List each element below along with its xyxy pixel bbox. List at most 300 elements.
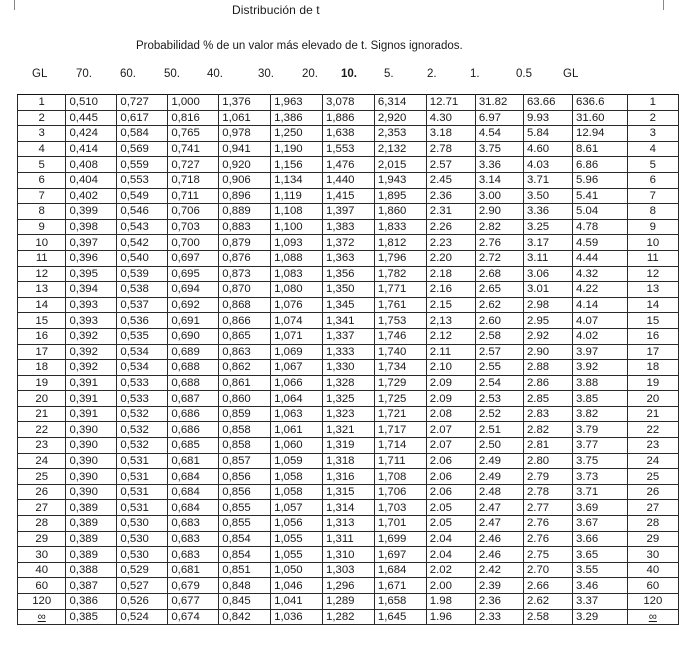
table-cell: 2.77	[523, 500, 572, 516]
table-cell: 0,687	[168, 391, 219, 407]
degrees-of-freedom-cell: 20	[627, 391, 678, 407]
table-cell: 1,046	[271, 578, 323, 594]
table-cell: 0,539	[117, 266, 168, 282]
degrees-of-freedom-cell: 26	[18, 484, 66, 500]
degrees-of-freedom-cell: 30	[18, 547, 66, 563]
table-cell: 2.98	[523, 297, 572, 313]
degrees-of-freedom-cell: 18	[627, 360, 678, 376]
table-cell: 3.71	[573, 484, 628, 500]
table-cell: 1,134	[271, 172, 323, 188]
table-cell: 1,313	[323, 516, 375, 532]
table-cell: 1,708	[374, 469, 426, 485]
degrees-of-freedom-cell: 3	[18, 126, 66, 142]
table-cell: 0,860	[219, 391, 271, 407]
table-cell: 0,531	[117, 453, 168, 469]
table-cell: 0,390	[66, 453, 117, 469]
degrees-of-freedom-cell: 8	[18, 204, 66, 220]
table-cell: 3.46	[573, 578, 628, 594]
column-header: 1.	[470, 68, 480, 80]
table-cell: 1,895	[374, 188, 426, 204]
table-cell: 2.51	[475, 422, 523, 438]
degrees-of-freedom-cell: 14	[18, 297, 66, 313]
table-cell: 2.02	[426, 562, 475, 578]
table-cell: 2.66	[523, 578, 572, 594]
table-cell: 2.57	[426, 157, 475, 173]
table-cell: 1.98	[426, 594, 475, 610]
table-cell: 0,389	[66, 531, 117, 547]
table-cell: 1,383	[323, 219, 375, 235]
table-cell: 0,697	[168, 250, 219, 266]
table-cell: 0,695	[168, 266, 219, 282]
table-cell: 2.60	[475, 313, 523, 329]
column-header: 60.	[120, 68, 136, 80]
table-cell: 0,684	[168, 469, 219, 485]
table-cell: 1,319	[323, 438, 375, 454]
table-cell: 3.75	[573, 453, 628, 469]
table-cell: 0,857	[219, 453, 271, 469]
degrees-of-freedom-cell: 16	[627, 328, 678, 344]
table-cell: 0,868	[219, 297, 271, 313]
table-cell: 0,866	[219, 313, 271, 329]
table-cell: 0,879	[219, 235, 271, 251]
degrees-of-freedom-cell: 12	[18, 266, 66, 282]
table-cell: 1,658	[374, 594, 426, 610]
degrees-of-freedom-cell: 8	[627, 204, 678, 220]
table-cell: 2.09	[426, 375, 475, 391]
table-cell: 0,906	[219, 172, 271, 188]
table-cell: 1,316	[323, 469, 375, 485]
table-cell: 2.05	[426, 500, 475, 516]
table-cell: 0,858	[219, 438, 271, 454]
table-cell: 0,392	[66, 328, 117, 344]
table-cell: 0,859	[219, 406, 271, 422]
table-cell: 0,617	[117, 110, 168, 126]
table-cell: 0,691	[168, 313, 219, 329]
table-row	[18, 469, 679, 485]
table-cell: 0,765	[168, 126, 219, 142]
table-cell: 4.32	[573, 266, 628, 282]
table-cell: 2.55	[475, 360, 523, 376]
page-title: Distribución de t	[232, 3, 320, 17]
degrees-of-freedom-cell: 22	[627, 422, 678, 438]
table-cell: 3.66	[573, 531, 628, 547]
degrees-of-freedom-cell: 6	[627, 172, 678, 188]
table-row	[18, 375, 679, 391]
table-cell: 1,310	[323, 547, 375, 563]
table-cell: 0,816	[168, 110, 219, 126]
degrees-of-freedom-cell: 16	[18, 328, 66, 344]
table-cell: 0,530	[117, 547, 168, 563]
table-cell: 2.00	[426, 578, 475, 594]
table-cell: 0,527	[117, 578, 168, 594]
degrees-of-freedom-cell: 28	[18, 516, 66, 532]
table-cell: 2.04	[426, 547, 475, 563]
table-cell: 2.53	[475, 391, 523, 407]
table-row	[18, 547, 679, 563]
table-cell: 2.15	[426, 297, 475, 313]
table-cell: 2.47	[475, 516, 523, 532]
table-cell: 0,865	[219, 328, 271, 344]
table-row	[18, 516, 679, 532]
table-cell: 31.60	[573, 110, 628, 126]
table-row	[18, 204, 679, 220]
table-cell: 2.49	[475, 453, 523, 469]
table-row	[18, 360, 679, 376]
table-cell: 2.31	[426, 204, 475, 220]
table-cell: 0,674	[168, 609, 219, 625]
table-cell: 1,088	[271, 250, 323, 266]
table-cell: 4.60	[523, 141, 572, 157]
table-cell: 2.50	[475, 438, 523, 454]
table-cell: 31.82	[475, 95, 523, 111]
table-cell: 3.88	[573, 375, 628, 391]
table-cell: 1,055	[271, 547, 323, 563]
table-cell: 2,353	[374, 126, 426, 142]
table-cell: 0,855	[219, 516, 271, 532]
table-cell: 0,395	[66, 266, 117, 282]
table-row	[18, 266, 679, 282]
table-cell: 0,390	[66, 484, 117, 500]
degrees-of-freedom-cell: 3	[627, 126, 678, 142]
table-cell: 2.52	[475, 406, 523, 422]
table-cell: 1,886	[323, 110, 375, 126]
table-cell: 2.45	[426, 172, 475, 188]
table-row	[18, 172, 679, 188]
degrees-of-freedom-cell: 23	[627, 438, 678, 454]
table-cell: 0,711	[168, 188, 219, 204]
table-cell: 0,530	[117, 516, 168, 532]
table-cell: 0,856	[219, 469, 271, 485]
t-distribution-table	[17, 94, 679, 625]
table-cell: 1,706	[374, 484, 426, 500]
degrees-of-freedom-cell: 26	[627, 484, 678, 500]
table-cell: 1,734	[374, 360, 426, 376]
table-cell: 0,851	[219, 562, 271, 578]
table-cell: 636.6	[573, 95, 628, 111]
table-cell: 0,876	[219, 250, 271, 266]
degrees-of-freedom-cell: 60	[627, 578, 678, 594]
table-cell: 1,064	[271, 391, 323, 407]
table-cell: 3.69	[573, 500, 628, 516]
table-cell: 1,000	[168, 95, 219, 111]
table-row	[18, 235, 679, 251]
table-cell: 2,13	[426, 313, 475, 329]
table-cell: 0,391	[66, 391, 117, 407]
table-cell: 0,404	[66, 172, 117, 188]
table-cell: 1,333	[323, 344, 375, 360]
table-cell: 1,076	[271, 297, 323, 313]
table-cell: 2.78	[523, 484, 572, 500]
table-cell: 1,356	[323, 266, 375, 282]
table-cell: 1,753	[374, 313, 426, 329]
table-cell: 0,536	[117, 313, 168, 329]
degrees-of-freedom-cell: 25	[627, 469, 678, 485]
table-subtitle: Probabilidad % de un valor más elevado de t. Signos ignorados.	[136, 40, 463, 52]
table-cell: 1,058	[271, 484, 323, 500]
table-cell: 0,896	[219, 188, 271, 204]
table-cell: 1,041	[271, 594, 323, 610]
table-cell: 1,108	[271, 204, 323, 220]
table-cell: 2,920	[374, 110, 426, 126]
table-row	[18, 250, 679, 266]
column-header: GL	[563, 68, 579, 80]
table-cell: 2.48	[475, 484, 523, 500]
table-cell: 0,393	[66, 313, 117, 329]
table-cell: 0,524	[117, 609, 168, 625]
table-cell: 4.07	[573, 313, 628, 329]
degrees-of-freedom-cell: 11	[627, 250, 678, 266]
table-cell: 2.62	[475, 297, 523, 313]
table-cell: 1,645	[374, 609, 426, 625]
table-cell: 0,684	[168, 500, 219, 516]
column-header: 20.	[302, 68, 318, 80]
table-cell: 0,389	[66, 547, 117, 563]
column-header: 30.	[258, 68, 274, 80]
table-cell: 1,071	[271, 328, 323, 344]
table-cell: 2.54	[475, 375, 523, 391]
table-cell: 0,718	[168, 172, 219, 188]
table-cell: 2.46	[475, 531, 523, 547]
table-cell: 0,388	[66, 562, 117, 578]
table-cell: 2.90	[475, 204, 523, 220]
table-cell: 0,397	[66, 235, 117, 251]
table-cell: 1,963	[271, 95, 323, 111]
degrees-of-freedom-cell: 5	[627, 157, 678, 173]
table-cell: 0,392	[66, 344, 117, 360]
table-cell: 0,741	[168, 141, 219, 157]
table-cell: 5.04	[573, 204, 628, 220]
table-cell: 2.11	[426, 344, 475, 360]
table-cell: 1,059	[271, 453, 323, 469]
degrees-of-freedom-cell: 27	[627, 500, 678, 516]
table-row	[18, 500, 679, 516]
degrees-of-freedom-cell: ∞	[18, 609, 66, 625]
table-cell: 1,069	[271, 344, 323, 360]
table-cell: 2.12	[426, 328, 475, 344]
table-cell: 0,394	[66, 282, 117, 298]
degrees-of-freedom-cell: 7	[18, 188, 66, 204]
table-cell: 1,296	[323, 578, 375, 594]
table-cell: 1,337	[323, 328, 375, 344]
table-row	[18, 219, 679, 235]
table-cell: 3.50	[523, 188, 572, 204]
table-cell: 0,677	[168, 594, 219, 610]
degrees-of-freedom-cell: 30	[627, 547, 678, 563]
table-cell: 0,526	[117, 594, 168, 610]
table-cell: 1,372	[323, 235, 375, 251]
table-cell: 1,397	[323, 204, 375, 220]
table-cell: 0,694	[168, 282, 219, 298]
degrees-of-freedom-cell: 21	[627, 406, 678, 422]
table-cell: 3.82	[573, 406, 628, 422]
table-cell: 1,100	[271, 219, 323, 235]
table-cell: 2.08	[426, 406, 475, 422]
degrees-of-freedom-cell: 17	[627, 344, 678, 360]
table-cell: 2.78	[426, 141, 475, 157]
table-row	[18, 594, 679, 610]
table-cell: 3.92	[573, 360, 628, 376]
table-cell: 2.47	[475, 500, 523, 516]
table-cell: 3.01	[523, 282, 572, 298]
table-cell: 0,510	[66, 95, 117, 111]
table-cell: 2.90	[523, 344, 572, 360]
table-cell: 0,559	[117, 157, 168, 173]
degrees-of-freedom-cell: 10	[18, 235, 66, 251]
table-cell: 1,080	[271, 282, 323, 298]
table-cell: 8.61	[573, 141, 628, 157]
table-cell: 2.23	[426, 235, 475, 251]
table-cell: 0,546	[117, 204, 168, 220]
table-cell: 0,681	[168, 453, 219, 469]
table-cell: 1,714	[374, 438, 426, 454]
table-cell: 5.96	[573, 172, 628, 188]
table-cell: 1,063	[271, 406, 323, 422]
degrees-of-freedom-cell: 5	[18, 157, 66, 173]
table-row	[18, 484, 679, 500]
table-row	[18, 344, 679, 360]
table-cell: 4.02	[573, 328, 628, 344]
table-cell: 2.42	[475, 562, 523, 578]
table-cell: 1,315	[323, 484, 375, 500]
table-cell: 0,683	[168, 547, 219, 563]
table-cell: 2.09	[426, 391, 475, 407]
table-cell: 4.59	[573, 235, 628, 251]
table-cell: 1,699	[374, 531, 426, 547]
table-row	[18, 453, 679, 469]
degrees-of-freedom-cell: 4	[18, 141, 66, 157]
degrees-of-freedom-cell: 24	[18, 453, 66, 469]
table-row	[18, 578, 679, 594]
table-cell: 1,156	[271, 157, 323, 173]
page-edge-mark-right	[663, 0, 664, 10]
table-cell: 2.39	[475, 578, 523, 594]
table-cell: 1,060	[271, 438, 323, 454]
table-row	[18, 438, 679, 454]
table-row	[18, 406, 679, 422]
table-cell: 1,303	[323, 562, 375, 578]
table-cell: 1,440	[323, 172, 375, 188]
table-row	[18, 531, 679, 547]
table-row	[18, 422, 679, 438]
degrees-of-freedom-cell: 18	[18, 360, 66, 376]
column-header: 50.	[164, 68, 180, 80]
table-cell: 0,873	[219, 266, 271, 282]
table-cell: 5.41	[573, 188, 628, 204]
degrees-of-freedom-cell: 40	[18, 562, 66, 578]
table-cell: 6.97	[475, 110, 523, 126]
table-cell: 1,036	[271, 609, 323, 625]
table-cell: 0,569	[117, 141, 168, 157]
degrees-of-freedom-cell: 120	[627, 594, 678, 610]
table-cell: 1,833	[374, 219, 426, 235]
table-row	[18, 297, 679, 313]
table-cell: 0,537	[117, 297, 168, 313]
degrees-of-freedom-cell: 9	[18, 219, 66, 235]
column-header: 40.	[207, 68, 223, 80]
table-cell: 0,855	[219, 500, 271, 516]
table-cell: 1,282	[323, 609, 375, 625]
table-cell: 1,746	[374, 328, 426, 344]
degrees-of-freedom-cell: 13	[627, 282, 678, 298]
degrees-of-freedom-cell: 15	[18, 313, 66, 329]
table-cell: 1,328	[323, 375, 375, 391]
table-cell: 1,250	[271, 126, 323, 142]
table-cell: 1,701	[374, 516, 426, 532]
table-cell: 0,532	[117, 422, 168, 438]
table-cell: 4.22	[573, 282, 628, 298]
table-cell: 2.06	[426, 469, 475, 485]
table-cell: 0,549	[117, 188, 168, 204]
table-cell: 0,398	[66, 219, 117, 235]
table-cell: 2.07	[426, 438, 475, 454]
table-cell: 1,058	[271, 469, 323, 485]
table-cell: 2.85	[523, 391, 572, 407]
table-cell: 3.75	[475, 141, 523, 157]
table-cell: 2.83	[523, 406, 572, 422]
table-cell: 0,531	[117, 500, 168, 516]
table-cell: 2.95	[523, 313, 572, 329]
table-cell: 2.49	[475, 469, 523, 485]
table-cell: 1,289	[323, 594, 375, 610]
table-cell: 3.36	[523, 204, 572, 220]
table-cell: 1,711	[374, 453, 426, 469]
table-cell: 0,727	[168, 157, 219, 173]
table-cell: 3.00	[475, 188, 523, 204]
table-cell: 0,889	[219, 204, 271, 220]
table-cell: 0,389	[66, 500, 117, 516]
table-cell: 0,703	[168, 219, 219, 235]
table-cell: 1,190	[271, 141, 323, 157]
table-cell: 3,078	[323, 95, 375, 111]
table-cell: 1,703	[374, 500, 426, 516]
table-cell: 3.71	[523, 172, 572, 188]
degrees-of-freedom-cell: 12	[627, 266, 678, 282]
table-cell: 0,854	[219, 547, 271, 563]
table-cell: 1,067	[271, 360, 323, 376]
table-cell: 3.11	[523, 250, 572, 266]
table-cell: 2.79	[523, 469, 572, 485]
table-cell: 2.58	[475, 328, 523, 344]
table-cell: 0,531	[117, 469, 168, 485]
table-cell: 1,553	[323, 141, 375, 157]
table-cell: 3.73	[573, 469, 628, 485]
table-cell: 1,860	[374, 204, 426, 220]
degrees-of-freedom-cell: 4	[627, 141, 678, 157]
table-cell: 3.79	[573, 422, 628, 438]
table-cell: 12.71	[426, 95, 475, 111]
table-cell: 1,386	[271, 110, 323, 126]
table-cell: 2,132	[374, 141, 426, 157]
table-cell: 2.76	[475, 235, 523, 251]
table-cell: 0,402	[66, 188, 117, 204]
table-cell: 1,330	[323, 360, 375, 376]
table-cell: 0,848	[219, 578, 271, 594]
table-cell: 2.75	[523, 547, 572, 563]
table-cell: 0,727	[117, 95, 168, 111]
table-cell: 1,671	[374, 578, 426, 594]
degrees-of-freedom-cell: 15	[627, 313, 678, 329]
table-cell: 1,119	[271, 188, 323, 204]
table-cell: 2.05	[426, 516, 475, 532]
table-cell: 0,553	[117, 172, 168, 188]
table-cell: 1,074	[271, 313, 323, 329]
degrees-of-freedom-cell: 2	[627, 110, 678, 126]
degrees-of-freedom-cell: 19	[18, 375, 66, 391]
table-cell: 2.82	[523, 422, 572, 438]
table-cell: 2.88	[523, 360, 572, 376]
table-cell: 0,445	[66, 110, 117, 126]
table-cell: 3.97	[573, 344, 628, 360]
